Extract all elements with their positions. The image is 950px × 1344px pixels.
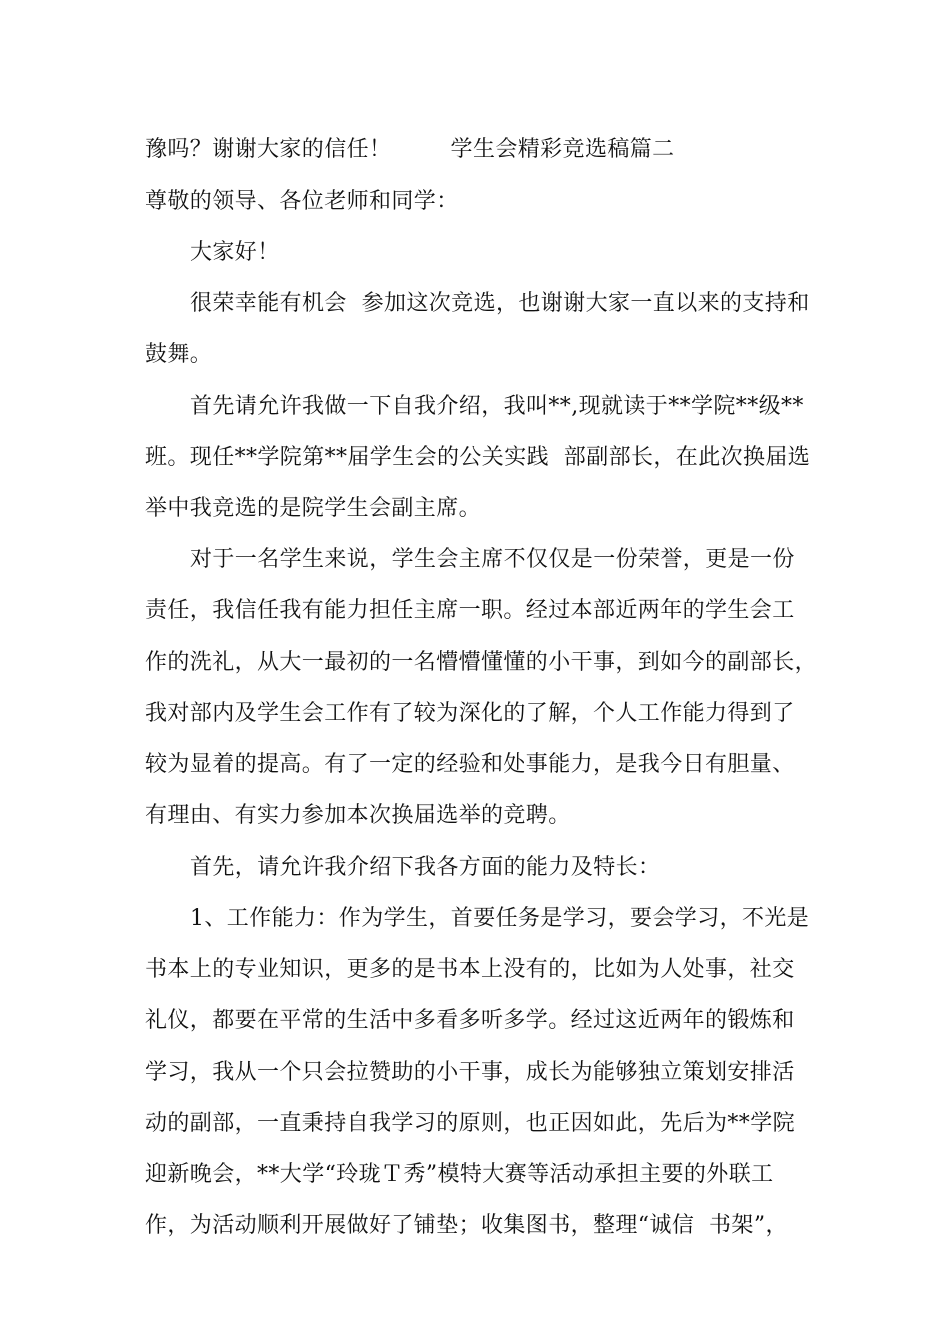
text-line: 有理由、有实力参加本次换届选举的竞聘。	[145, 803, 571, 828]
text-line: 礼仪，都要在平常的生活中多看多听多学。经过这近两年的锻炼和	[145, 1008, 795, 1033]
text-line: 我对部内及学生会工作有了较为深化的了解，个人工作能力得到了	[145, 701, 795, 726]
greeting: 大家好！	[190, 240, 280, 265]
text-line: 学习，我从一个只会拉赞助的小干事，成长为能够独立策划安排活	[145, 1060, 795, 1085]
salutation: 尊敬的领导、各位老师和同学：	[145, 189, 459, 214]
text-line: 鼓舞。	[145, 342, 213, 367]
text-line: 作的洗礼，从大一最初的一名懵懵懂懂的小干事，到如今的副部长，	[145, 650, 818, 675]
text-line: 迎新晚会，**大学“玲珑Ｔ秀”模特大赛等活动承担主要的外联工	[145, 1162, 774, 1187]
text-line: 1、工作能力：作为学生，首要任务是学习，要会学习，不光是	[190, 906, 810, 931]
text-line: 书本上的专业知识，更多的是书本上没有的，比如为人处事，社交	[145, 957, 795, 982]
text-line: 较为显着的提高。有了一定的经验和处事能力，是我今日有胆量、	[145, 752, 795, 777]
text-line: 班。现任**学院第**届学生会的公关实践 部副部长，在此次换届选	[145, 445, 811, 470]
text-line: 豫吗？谢谢大家的信任！ 学生会精彩竞选稿篇二	[145, 137, 675, 162]
text-line: 动的副部，一直秉持自我学习的原则，也正因如此，先后为**学院	[145, 1111, 796, 1136]
text-line: 首先请允许我做一下自我介绍，我叫**,现就读于**学院**级**	[190, 394, 804, 419]
text-line: 举中我竞选的是院学生会副主席。	[145, 496, 482, 521]
text-line: 首先，请允许我介绍下我各方面的能力及特长：	[190, 855, 661, 880]
text-line: 对于一名学生来说，学生会主席不仅仅是一份荣誉，更是一份	[190, 547, 795, 572]
text-line: 责任，我信任我有能力担任主席一职。经过本部近两年的学生会工	[145, 598, 795, 623]
text-line: 很荣幸能有机会 参加这次竞选，也谢谢大家一直以来的支持和	[190, 291, 810, 316]
text-line: 作，为活动顺利开展做好了铺垫；收集图书，整理“诚信 书架”，	[145, 1213, 788, 1238]
